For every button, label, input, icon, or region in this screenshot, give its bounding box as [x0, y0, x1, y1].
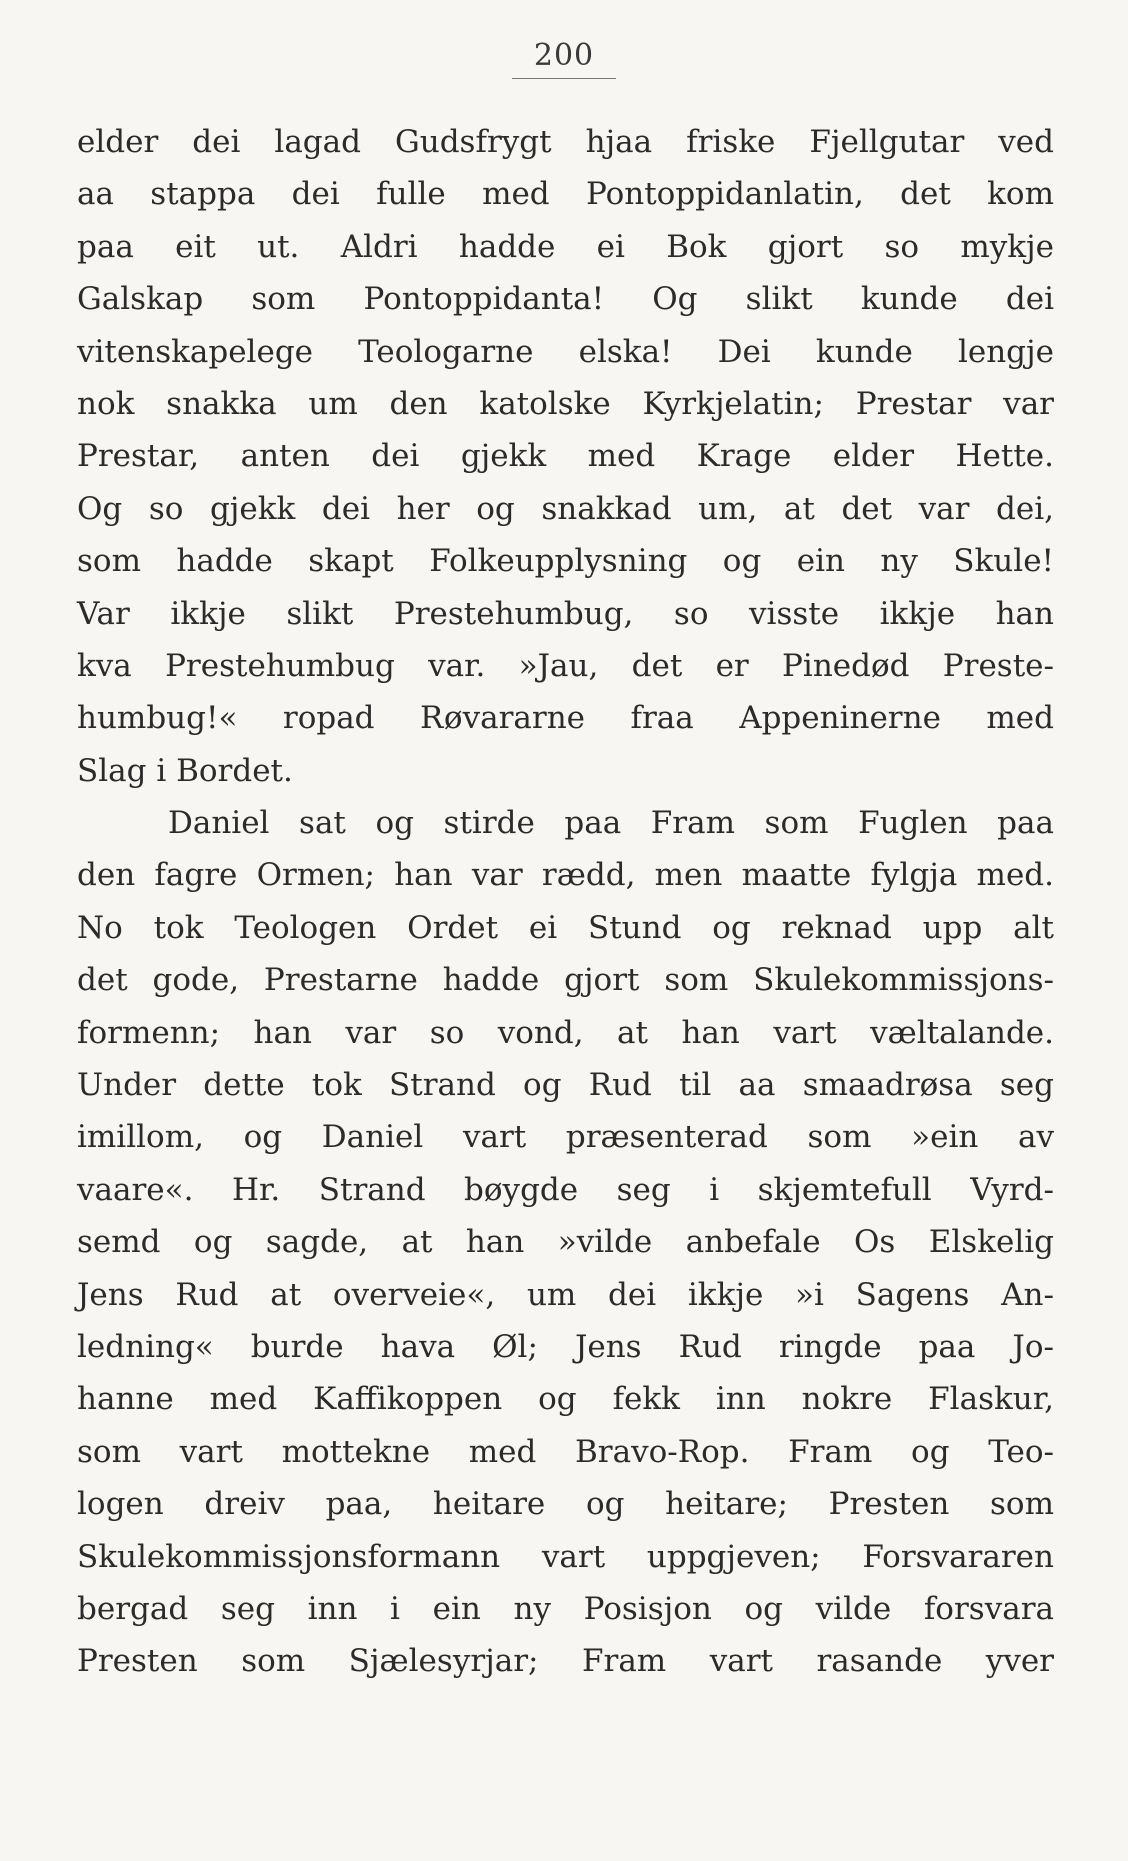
text-line: paa eit ut. Aldri hadde ei Bok gjort so mykje	[77, 228, 1054, 265]
text-line: Og so gjekk dei her og snakkad um, at det var dei,	[77, 490, 1054, 527]
text-line: Jens Rud at overveie«, um dei ikkje »i Sagens An-	[77, 1276, 1054, 1313]
text-line: hanne med Kaffikoppen og fekk inn nokre Flaskur,	[77, 1381, 1054, 1418]
text-line: ledning« burde hava Øl; Jens Rud ringde paa Jo-	[77, 1328, 1054, 1365]
text-line: som vart mottekne med Bravo-Rop. Fram og Teo-	[77, 1433, 1054, 1470]
page-number: 200	[533, 38, 595, 73]
text-line: Prestar, anten dei gjekk med Krage elder Hette.	[77, 438, 1054, 475]
text-line: Presten som Sjælesyrjar; Fram vart rasande yver	[77, 1643, 1054, 1680]
text-line: nok snakka um den katolske Kyrkjelatin; Prestar var	[77, 385, 1054, 422]
page-number-rule	[512, 78, 616, 79]
paragraph-start-line: Daniel sat og stirde paa Fram som Fuglen paa	[168, 805, 1054, 842]
text-line: Var ikkje slikt Prestehumbug, so visste ikkje han	[77, 595, 1054, 632]
text-line: aa stappa dei fulle med Pontoppidanlatin, det kom	[77, 176, 1054, 213]
text-line: vaare«. Hr. Strand bøygde seg i skjemtefull Vyrd-	[77, 1171, 1054, 1208]
text-line: kva Prestehumbug var. »Jau, det er Pinedød Preste-	[77, 647, 1054, 684]
text-line: Galskap som Pontoppidanta! Og slikt kunde dei	[77, 281, 1054, 318]
text-line: bergad seg inn i ein ny Posisjon og vilde forsvara	[77, 1590, 1054, 1627]
text-line: som hadde skapt Folkeupplysning og ein ny Skule!	[77, 543, 1054, 580]
paragraph-end-line: Slag i Bordet.	[77, 752, 293, 789]
text-line: elder dei lagad Gudsfrygt hjaa friske Fjellgutar ved	[77, 124, 1054, 160]
text-line: humbug!« ropad Røvararne fraa Appeninerne med	[77, 700, 1054, 737]
text-line: imillom, og Daniel vart præsenterad som »ein av	[77, 1119, 1054, 1156]
text-line: semd og sagde, at han »vilde anbefale Os Elskelig	[77, 1224, 1054, 1261]
text-line: Skulekommissjonsformann vart uppgjeven; Forsvararen	[77, 1538, 1054, 1575]
text-line: logen dreiv paa, heitare og heitare; Presten som	[77, 1486, 1054, 1523]
text-line: Under dette tok Strand og Rud til aa smaadrøsa seg	[77, 1067, 1054, 1104]
text-line: det gode, Prestarne hadde gjort som Skulekommissjons-	[77, 962, 1054, 999]
text-line: vitenskapelege Teologarne elska! Dei kunde lengje	[77, 333, 1054, 370]
text-line: formenn; han var so vond, at han vart væltalande.	[77, 1014, 1054, 1051]
body-text	[77, 116, 1054, 1688]
text-line: den fagre Ormen; han var rædd, men maatte fylgja med.	[77, 857, 1054, 894]
text-line: No tok Teologen Ordet ei Stund og reknad upp alt	[77, 909, 1054, 946]
